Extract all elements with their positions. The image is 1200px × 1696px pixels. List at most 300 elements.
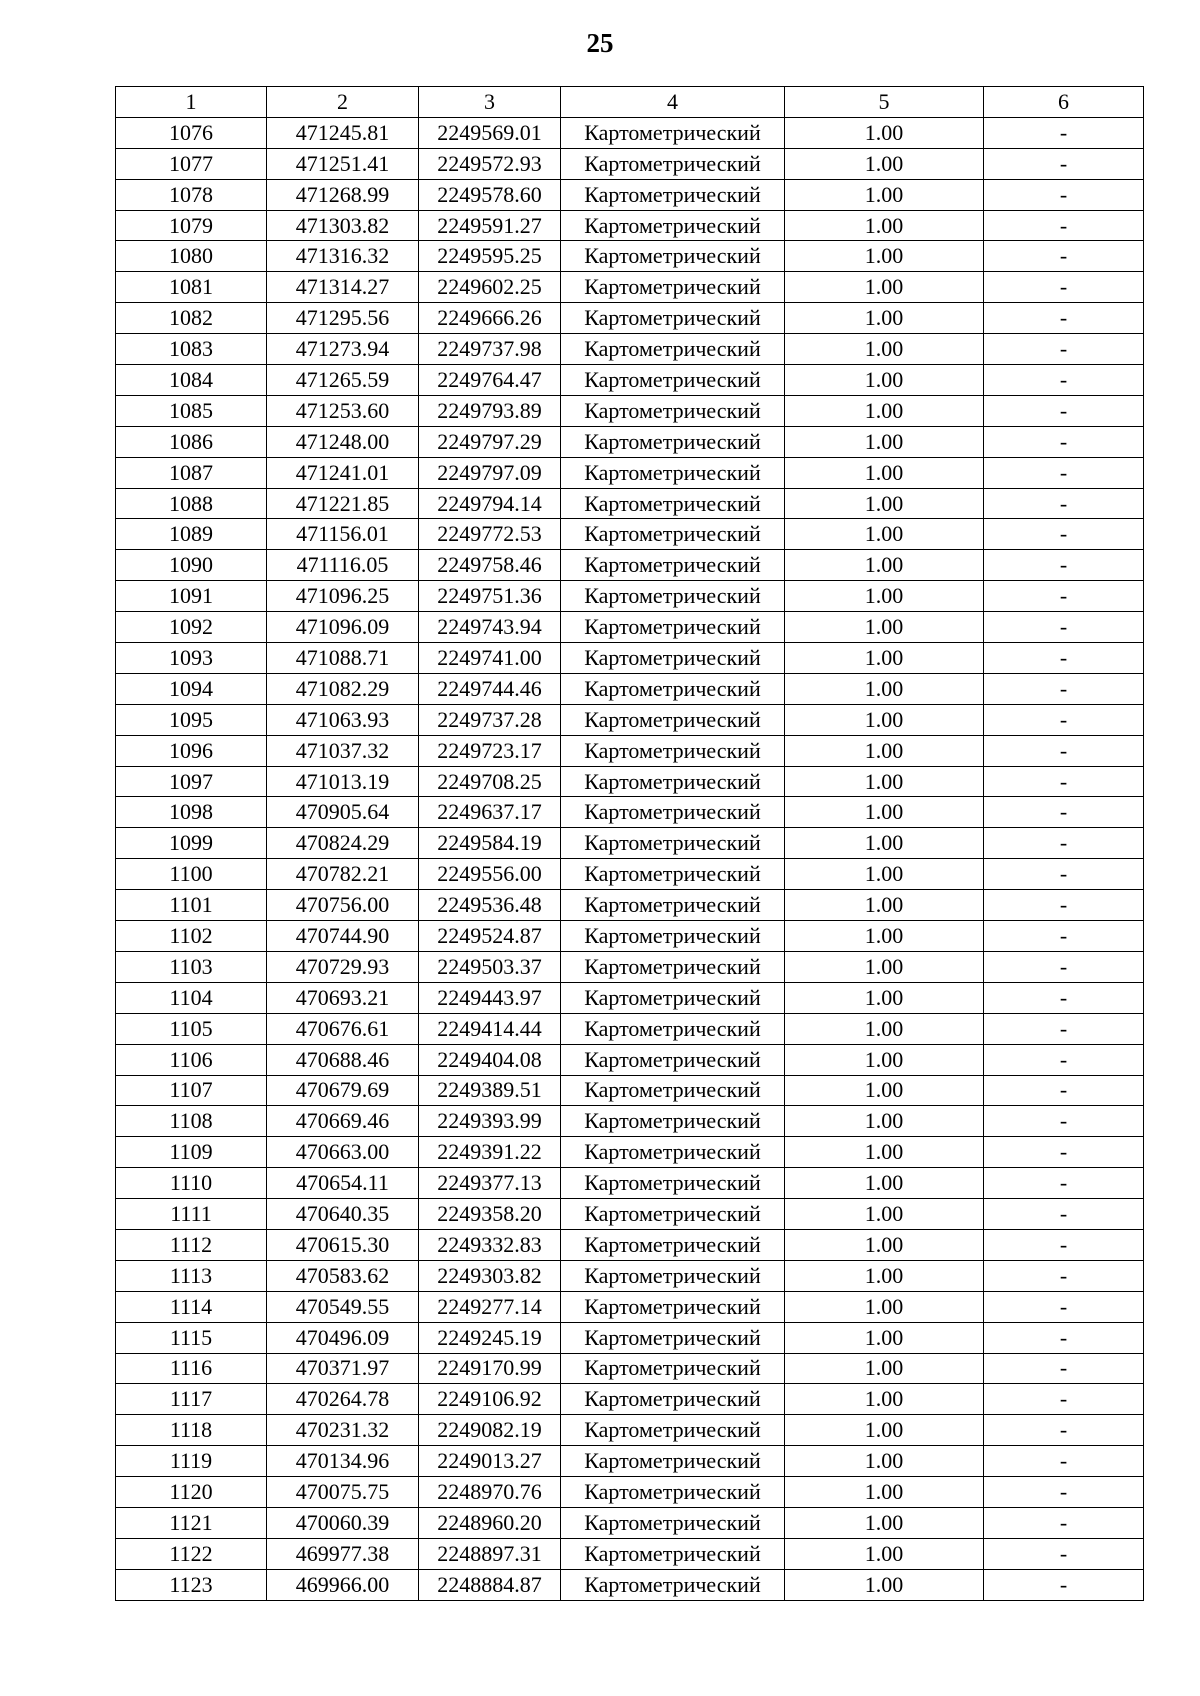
point-number-cell: 1109 <box>116 1137 267 1168</box>
accuracy-cell: 1.00 <box>785 890 984 921</box>
table-row <box>116 766 1144 797</box>
note-cell: - <box>984 704 1144 735</box>
x-coordinate-cell: 470060.39 <box>267 1507 419 1538</box>
point-number-cell: 1089 <box>116 519 267 550</box>
point-number-cell: 1102 <box>116 921 267 952</box>
table-row <box>116 1477 1144 1508</box>
table-row <box>116 457 1144 488</box>
x-coordinate-cell: 470824.29 <box>267 828 419 859</box>
method-cell: Картометрический <box>561 488 785 519</box>
point-number-cell: 1096 <box>116 735 267 766</box>
table-row <box>116 1260 1144 1291</box>
accuracy-cell: 1.00 <box>785 581 984 612</box>
y-coordinate-cell: 2249758.46 <box>419 550 561 581</box>
note-cell: - <box>984 951 1144 982</box>
method-cell: Картометрический <box>561 365 785 396</box>
table-row <box>116 828 1144 859</box>
accuracy-cell: 1.00 <box>785 1353 984 1384</box>
accuracy-cell: 1.00 <box>785 241 984 272</box>
table-row <box>116 1569 1144 1600</box>
table-row <box>116 1322 1144 1353</box>
table-header <box>116 87 1144 118</box>
x-coordinate-cell: 471273.94 <box>267 334 419 365</box>
point-number-cell: 1116 <box>116 1353 267 1384</box>
table-row <box>116 272 1144 303</box>
note-cell: - <box>984 1384 1144 1415</box>
y-coordinate-cell: 2249797.29 <box>419 426 561 457</box>
accuracy-cell: 1.00 <box>785 704 984 735</box>
method-cell: Картометрический <box>561 1446 785 1477</box>
y-coordinate-cell: 2249602.25 <box>419 272 561 303</box>
table-row <box>116 581 1144 612</box>
x-coordinate-cell: 470744.90 <box>267 921 419 952</box>
method-cell: Картометрический <box>561 241 785 272</box>
note-cell: - <box>984 1507 1144 1538</box>
accuracy-cell: 1.00 <box>785 148 984 179</box>
table-row <box>116 1415 1144 1446</box>
y-coordinate-cell: 2249708.25 <box>419 766 561 797</box>
point-number-cell: 1104 <box>116 982 267 1013</box>
note-cell: - <box>984 982 1144 1013</box>
note-cell: - <box>984 643 1144 674</box>
point-number-cell: 1110 <box>116 1168 267 1199</box>
method-cell: Картометрический <box>561 210 785 241</box>
accuracy-cell: 1.00 <box>785 1415 984 1446</box>
point-number-cell: 1103 <box>116 951 267 982</box>
x-coordinate-cell: 470654.11 <box>267 1168 419 1199</box>
x-coordinate-cell: 471314.27 <box>267 272 419 303</box>
y-coordinate-cell: 2249277.14 <box>419 1291 561 1322</box>
x-coordinate-cell: 470640.35 <box>267 1199 419 1230</box>
point-number-cell: 1100 <box>116 859 267 890</box>
accuracy-cell: 1.00 <box>785 488 984 519</box>
note-cell: - <box>984 1538 1144 1569</box>
point-number-cell: 1084 <box>116 365 267 396</box>
x-coordinate-cell: 470679.69 <box>267 1075 419 1106</box>
table-row <box>116 982 1144 1013</box>
x-coordinate-cell: 470756.00 <box>267 890 419 921</box>
accuracy-cell: 1.00 <box>785 365 984 396</box>
y-coordinate-cell: 2249393.99 <box>419 1106 561 1137</box>
accuracy-cell: 1.00 <box>785 1569 984 1600</box>
point-number-cell: 1122 <box>116 1538 267 1569</box>
point-number-cell: 1098 <box>116 797 267 828</box>
x-coordinate-cell: 470782.21 <box>267 859 419 890</box>
x-coordinate-cell: 470583.62 <box>267 1260 419 1291</box>
method-cell: Картометрический <box>561 117 785 148</box>
point-number-cell: 1080 <box>116 241 267 272</box>
table-row <box>116 951 1144 982</box>
x-coordinate-cell: 470688.46 <box>267 1044 419 1075</box>
method-cell: Картометрический <box>561 1199 785 1230</box>
point-number-cell: 1113 <box>116 1260 267 1291</box>
y-coordinate-cell: 2249524.87 <box>419 921 561 952</box>
method-cell: Картометрический <box>561 921 785 952</box>
accuracy-cell: 1.00 <box>785 457 984 488</box>
accuracy-cell: 1.00 <box>785 1446 984 1477</box>
accuracy-cell: 1.00 <box>785 395 984 426</box>
method-cell: Картометрический <box>561 704 785 735</box>
x-coordinate-cell: 469977.38 <box>267 1538 419 1569</box>
x-coordinate-cell: 471303.82 <box>267 210 419 241</box>
note-cell: - <box>984 890 1144 921</box>
x-coordinate-cell: 470075.75 <box>267 1477 419 1508</box>
x-coordinate-cell: 471241.01 <box>267 457 419 488</box>
note-cell: - <box>984 148 1144 179</box>
y-coordinate-cell: 2249595.25 <box>419 241 561 272</box>
accuracy-cell: 1.00 <box>785 426 984 457</box>
method-cell: Картометрический <box>561 643 785 674</box>
point-number-cell: 1120 <box>116 1477 267 1508</box>
note-cell: - <box>984 303 1144 334</box>
y-coordinate-cell: 2249556.00 <box>419 859 561 890</box>
point-number-cell: 1117 <box>116 1384 267 1415</box>
note-cell: - <box>984 395 1144 426</box>
note-cell: - <box>984 519 1144 550</box>
note-cell: - <box>984 1260 1144 1291</box>
column-header: 6 <box>984 87 1144 118</box>
y-coordinate-cell: 2249389.51 <box>419 1075 561 1106</box>
y-coordinate-cell: 2249536.48 <box>419 890 561 921</box>
point-number-cell: 1087 <box>116 457 267 488</box>
table-row <box>116 1137 1144 1168</box>
table-row <box>116 488 1144 519</box>
note-cell: - <box>984 1013 1144 1044</box>
x-coordinate-cell: 470371.97 <box>267 1353 419 1384</box>
y-coordinate-cell: 2249737.98 <box>419 334 561 365</box>
method-cell: Картометрический <box>561 735 785 766</box>
method-cell: Картометрический <box>561 1106 785 1137</box>
table-row <box>116 1291 1144 1322</box>
y-coordinate-cell: 2249744.46 <box>419 673 561 704</box>
note-cell: - <box>984 488 1144 519</box>
table-row <box>116 550 1144 581</box>
accuracy-cell: 1.00 <box>785 1106 984 1137</box>
method-cell: Картометрический <box>561 766 785 797</box>
x-coordinate-cell: 471295.56 <box>267 303 419 334</box>
accuracy-cell: 1.00 <box>785 1322 984 1353</box>
x-coordinate-cell: 470905.64 <box>267 797 419 828</box>
method-cell: Картометрический <box>561 982 785 1013</box>
point-number-cell: 1092 <box>116 612 267 643</box>
y-coordinate-cell: 2249377.13 <box>419 1168 561 1199</box>
y-coordinate-cell: 2248970.76 <box>419 1477 561 1508</box>
header-row <box>116 87 1144 118</box>
point-number-cell: 1108 <box>116 1106 267 1137</box>
y-coordinate-cell: 2249013.27 <box>419 1446 561 1477</box>
y-coordinate-cell: 2249503.37 <box>419 951 561 982</box>
x-coordinate-cell: 471251.41 <box>267 148 419 179</box>
page-number: 25 <box>586 28 614 58</box>
y-coordinate-cell: 2249414.44 <box>419 1013 561 1044</box>
table-row <box>116 117 1144 148</box>
method-cell: Картометрический <box>561 581 785 612</box>
table-row <box>116 519 1144 550</box>
method-cell: Картометрический <box>561 148 785 179</box>
y-coordinate-cell: 2249572.93 <box>419 148 561 179</box>
x-coordinate-cell: 471268.99 <box>267 179 419 210</box>
table-row <box>116 1013 1144 1044</box>
accuracy-cell: 1.00 <box>785 1477 984 1508</box>
x-coordinate-cell: 471316.32 <box>267 241 419 272</box>
method-cell: Картометрический <box>561 1168 785 1199</box>
point-number-cell: 1106 <box>116 1044 267 1075</box>
x-coordinate-cell: 470729.93 <box>267 951 419 982</box>
note-cell: - <box>984 179 1144 210</box>
column-header: 2 <box>267 87 419 118</box>
point-number-cell: 1112 <box>116 1229 267 1260</box>
point-number-cell: 1095 <box>116 704 267 735</box>
method-cell: Картометрический <box>561 1291 785 1322</box>
note-cell: - <box>984 241 1144 272</box>
table-body <box>116 117 1144 1600</box>
note-cell: - <box>984 1106 1144 1137</box>
note-cell: - <box>984 921 1144 952</box>
x-coordinate-cell: 471156.01 <box>267 519 419 550</box>
point-number-cell: 1086 <box>116 426 267 457</box>
table-row <box>116 921 1144 952</box>
point-number-cell: 1083 <box>116 334 267 365</box>
x-coordinate-cell: 470669.46 <box>267 1106 419 1137</box>
accuracy-cell: 1.00 <box>785 1075 984 1106</box>
method-cell: Картометрический <box>561 951 785 982</box>
method-cell: Картометрический <box>561 673 785 704</box>
point-number-cell: 1085 <box>116 395 267 426</box>
y-coordinate-cell: 2249303.82 <box>419 1260 561 1291</box>
point-number-cell: 1118 <box>116 1415 267 1446</box>
note-cell: - <box>984 210 1144 241</box>
note-cell: - <box>984 612 1144 643</box>
point-number-cell: 1105 <box>116 1013 267 1044</box>
note-cell: - <box>984 1415 1144 1446</box>
table-row <box>116 395 1144 426</box>
note-cell: - <box>984 1199 1144 1230</box>
x-coordinate-cell: 470264.78 <box>267 1384 419 1415</box>
x-coordinate-cell: 470615.30 <box>267 1229 419 1260</box>
x-coordinate-cell: 471116.05 <box>267 550 419 581</box>
method-cell: Картометрический <box>561 1322 785 1353</box>
point-number-cell: 1107 <box>116 1075 267 1106</box>
point-number-cell: 1097 <box>116 766 267 797</box>
note-cell: - <box>984 550 1144 581</box>
note-cell: - <box>984 1044 1144 1075</box>
note-cell: - <box>984 1137 1144 1168</box>
point-number-cell: 1091 <box>116 581 267 612</box>
accuracy-cell: 1.00 <box>785 334 984 365</box>
accuracy-cell: 1.00 <box>785 1168 984 1199</box>
point-number-cell: 1101 <box>116 890 267 921</box>
column-header: 3 <box>419 87 561 118</box>
y-coordinate-cell: 2249245.19 <box>419 1322 561 1353</box>
accuracy-cell: 1.00 <box>785 210 984 241</box>
accuracy-cell: 1.00 <box>785 272 984 303</box>
method-cell: Картометрический <box>561 179 785 210</box>
y-coordinate-cell: 2249569.01 <box>419 117 561 148</box>
method-cell: Картометрический <box>561 1260 785 1291</box>
point-number-cell: 1090 <box>116 550 267 581</box>
table-row <box>116 1168 1144 1199</box>
point-number-cell: 1094 <box>116 673 267 704</box>
table-row <box>116 1507 1144 1538</box>
y-coordinate-cell: 2249737.28 <box>419 704 561 735</box>
table-row <box>116 859 1144 890</box>
y-coordinate-cell: 2248884.87 <box>419 1569 561 1600</box>
point-number-cell: 1079 <box>116 210 267 241</box>
y-coordinate-cell: 2249591.27 <box>419 210 561 241</box>
method-cell: Картометрический <box>561 1415 785 1446</box>
x-coordinate-cell: 471037.32 <box>267 735 419 766</box>
method-cell: Картометрический <box>561 334 785 365</box>
note-cell: - <box>984 1569 1144 1600</box>
accuracy-cell: 1.00 <box>785 1229 984 1260</box>
y-coordinate-cell: 2249404.08 <box>419 1044 561 1075</box>
accuracy-cell: 1.00 <box>785 303 984 334</box>
x-coordinate-cell: 470663.00 <box>267 1137 419 1168</box>
accuracy-cell: 1.00 <box>785 735 984 766</box>
accuracy-cell: 1.00 <box>785 828 984 859</box>
x-coordinate-cell: 471063.93 <box>267 704 419 735</box>
accuracy-cell: 1.00 <box>785 797 984 828</box>
method-cell: Картометрический <box>561 1013 785 1044</box>
point-number-cell: 1121 <box>116 1507 267 1538</box>
point-number-cell: 1078 <box>116 179 267 210</box>
x-coordinate-cell: 471096.25 <box>267 581 419 612</box>
x-coordinate-cell: 470549.55 <box>267 1291 419 1322</box>
method-cell: Картометрический <box>561 519 785 550</box>
table-row <box>116 334 1144 365</box>
note-cell: - <box>984 1229 1144 1260</box>
y-coordinate-cell: 2249751.36 <box>419 581 561 612</box>
table-row <box>116 148 1144 179</box>
note-cell: - <box>984 365 1144 396</box>
y-coordinate-cell: 2249723.17 <box>419 735 561 766</box>
y-coordinate-cell: 2248897.31 <box>419 1538 561 1569</box>
accuracy-cell: 1.00 <box>785 1013 984 1044</box>
accuracy-cell: 1.00 <box>785 1384 984 1415</box>
y-coordinate-cell: 2249391.22 <box>419 1137 561 1168</box>
column-header: 4 <box>561 87 785 118</box>
point-number-cell: 1119 <box>116 1446 267 1477</box>
note-cell: - <box>984 272 1144 303</box>
table-row <box>116 704 1144 735</box>
method-cell: Картометрический <box>561 303 785 334</box>
table-row <box>116 210 1144 241</box>
note-cell: - <box>984 426 1144 457</box>
method-cell: Картометрический <box>561 612 785 643</box>
y-coordinate-cell: 2249358.20 <box>419 1199 561 1230</box>
table-row <box>116 1446 1144 1477</box>
note-cell: - <box>984 1168 1144 1199</box>
table-row <box>116 890 1144 921</box>
accuracy-cell: 1.00 <box>785 1199 984 1230</box>
y-coordinate-cell: 2249332.83 <box>419 1229 561 1260</box>
y-coordinate-cell: 2249578.60 <box>419 179 561 210</box>
accuracy-cell: 1.00 <box>785 1507 984 1538</box>
method-cell: Картометрический <box>561 426 785 457</box>
method-cell: Картометрический <box>561 395 785 426</box>
accuracy-cell: 1.00 <box>785 612 984 643</box>
table-row <box>116 797 1144 828</box>
point-number-cell: 1077 <box>116 148 267 179</box>
note-cell: - <box>984 1477 1144 1508</box>
table-row <box>116 179 1144 210</box>
table-row <box>116 612 1144 643</box>
accuracy-cell: 1.00 <box>785 1538 984 1569</box>
method-cell: Картометрический <box>561 1507 785 1538</box>
point-number-cell: 1081 <box>116 272 267 303</box>
accuracy-cell: 1.00 <box>785 117 984 148</box>
y-coordinate-cell: 2249666.26 <box>419 303 561 334</box>
x-coordinate-cell: 471082.29 <box>267 673 419 704</box>
coordinates-table <box>115 86 1144 1601</box>
note-cell: - <box>984 1291 1144 1322</box>
note-cell: - <box>984 334 1144 365</box>
table-row <box>116 426 1144 457</box>
x-coordinate-cell: 471245.81 <box>267 117 419 148</box>
x-coordinate-cell: 471253.60 <box>267 395 419 426</box>
table-row <box>116 1199 1144 1230</box>
method-cell: Картометрический <box>561 1353 785 1384</box>
accuracy-cell: 1.00 <box>785 1260 984 1291</box>
note-cell: - <box>984 859 1144 890</box>
y-coordinate-cell: 2249443.97 <box>419 982 561 1013</box>
point-number-cell: 1115 <box>116 1322 267 1353</box>
accuracy-cell: 1.00 <box>785 859 984 890</box>
method-cell: Картометрический <box>561 1137 785 1168</box>
x-coordinate-cell: 471248.00 <box>267 426 419 457</box>
y-coordinate-cell: 2249797.09 <box>419 457 561 488</box>
point-number-cell: 1082 <box>116 303 267 334</box>
table-row <box>116 1229 1144 1260</box>
point-number-cell: 1099 <box>116 828 267 859</box>
accuracy-cell: 1.00 <box>785 951 984 982</box>
note-cell: - <box>984 457 1144 488</box>
y-coordinate-cell: 2249637.17 <box>419 797 561 828</box>
point-number-cell: 1093 <box>116 643 267 674</box>
accuracy-cell: 1.00 <box>785 673 984 704</box>
table-row <box>116 1538 1144 1569</box>
method-cell: Картометрический <box>561 457 785 488</box>
accuracy-cell: 1.00 <box>785 982 984 1013</box>
x-coordinate-cell: 470231.32 <box>267 1415 419 1446</box>
note-cell: - <box>984 1075 1144 1106</box>
x-coordinate-cell: 471265.59 <box>267 365 419 396</box>
column-header: 5 <box>785 87 984 118</box>
x-coordinate-cell: 469966.00 <box>267 1569 419 1600</box>
method-cell: Картометрический <box>561 1569 785 1600</box>
x-coordinate-cell: 470134.96 <box>267 1446 419 1477</box>
accuracy-cell: 1.00 <box>785 921 984 952</box>
accuracy-cell: 1.00 <box>785 1044 984 1075</box>
table-row <box>116 1044 1144 1075</box>
x-coordinate-cell: 471221.85 <box>267 488 419 519</box>
y-coordinate-cell: 2249584.19 <box>419 828 561 859</box>
table-row <box>116 1353 1144 1384</box>
note-cell: - <box>984 1446 1144 1477</box>
y-coordinate-cell: 2248960.20 <box>419 1507 561 1538</box>
accuracy-cell: 1.00 <box>785 179 984 210</box>
note-cell: - <box>984 797 1144 828</box>
y-coordinate-cell: 2249082.19 <box>419 1415 561 1446</box>
accuracy-cell: 1.00 <box>785 550 984 581</box>
method-cell: Картометрический <box>561 1229 785 1260</box>
column-header: 1 <box>116 87 267 118</box>
table-row <box>116 735 1144 766</box>
point-number-cell: 1076 <box>116 117 267 148</box>
note-cell: - <box>984 735 1144 766</box>
table-row <box>116 303 1144 334</box>
method-cell: Картометрический <box>561 1075 785 1106</box>
